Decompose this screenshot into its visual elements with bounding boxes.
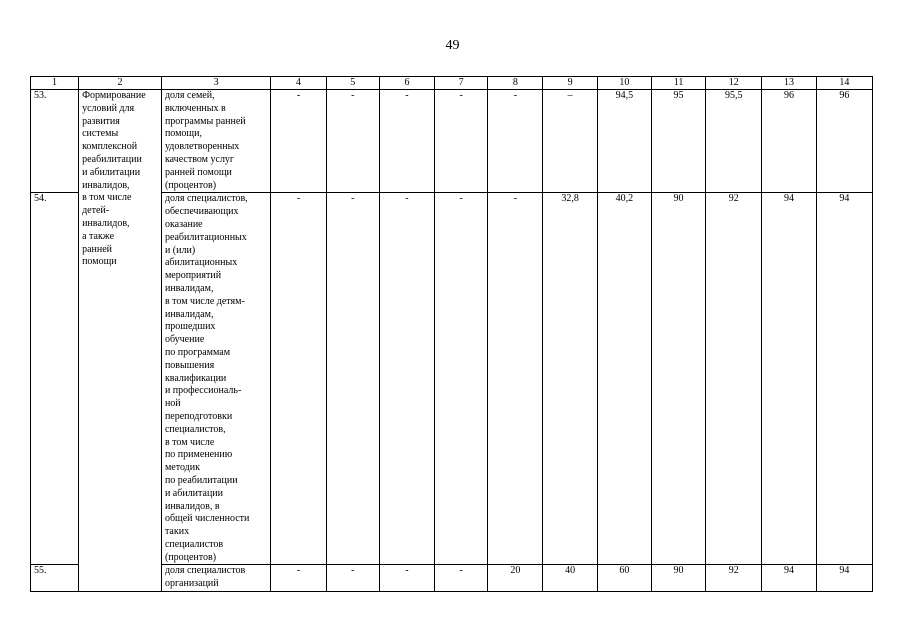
- header-cell: 13: [762, 77, 816, 90]
- value-cell: 32,8: [543, 193, 597, 565]
- cell-text-line: (процентов): [164, 551, 217, 563]
- value-cell: 20: [488, 565, 543, 592]
- value-cell: 90: [651, 565, 705, 592]
- header-cell: 9: [543, 77, 597, 90]
- cell-text-line: таких: [164, 526, 190, 538]
- cell-text-line: включенных в: [164, 102, 226, 114]
- cell-text-line: (процентов): [164, 179, 217, 191]
- value-cell: -: [379, 90, 434, 193]
- cell-text-line: мероприятий: [164, 270, 222, 282]
- page-number: 49: [445, 38, 460, 53]
- cell-text-line: реабилитации: [82, 153, 142, 165]
- cell-text-line: в том числе: [164, 436, 215, 448]
- value-cell: -: [271, 565, 326, 592]
- value-cell: 94,5: [597, 90, 651, 193]
- cell-text-line: инвалидов,: [82, 217, 130, 229]
- header-cell: 14: [816, 77, 872, 90]
- value-cell: -: [326, 90, 379, 193]
- cell-text-line: прошедших: [164, 321, 216, 333]
- header-cell: 4: [271, 77, 326, 90]
- value-cell: -: [435, 90, 488, 193]
- value-cell: 94: [816, 565, 872, 592]
- header-cell: 2: [79, 77, 162, 90]
- cell-text-line: оказание: [164, 218, 203, 230]
- value-cell: -: [326, 193, 379, 565]
- cell-text-line: по реабилитации: [164, 474, 238, 486]
- table-row: [31, 90, 873, 193]
- value-cell: -: [379, 565, 434, 592]
- value-cell: -: [488, 193, 543, 565]
- cell-text-line: доля специалистов,: [164, 193, 248, 205]
- value-cell: 92: [706, 565, 762, 592]
- cell-text-line: инвалидов, в: [164, 500, 220, 512]
- cell-text-line: и абилитации: [82, 166, 141, 178]
- value-cell: 94: [762, 193, 816, 565]
- cell-text-line: условий для: [82, 102, 135, 114]
- indicator-cell: [161, 565, 270, 592]
- value-cell: 40,2: [597, 193, 651, 565]
- value-cell: -: [435, 193, 488, 565]
- value-cell: 94: [762, 565, 816, 592]
- cell-text-line: ной: [164, 398, 181, 410]
- header-cell: 3: [161, 77, 270, 90]
- cell-text-line: специалистов: [164, 538, 224, 550]
- cell-text-line: и абилитации: [164, 487, 223, 499]
- value-cell: -: [271, 90, 326, 193]
- cell-text-line: обеспечивающих: [164, 206, 239, 218]
- header-cell: 1: [31, 77, 79, 90]
- value-cell: 40: [543, 565, 597, 592]
- cell-text-line: системы: [82, 128, 119, 140]
- cell-text-line: ранней: [82, 243, 113, 255]
- cell-text-line: доля семей,: [164, 90, 215, 101]
- header-cell: 7: [435, 77, 488, 90]
- cell-text-line: а также: [82, 230, 115, 242]
- cell-text-line: по применению: [164, 449, 233, 461]
- cell-text-line: в том числе: [82, 192, 132, 204]
- value-cell: -: [488, 90, 543, 193]
- cell-text-line: комплексной: [82, 141, 138, 153]
- header-row: [31, 77, 873, 90]
- header-cell: 5: [326, 77, 379, 90]
- value-cell: -: [435, 565, 488, 592]
- cell-text-line: развития: [82, 115, 120, 127]
- cell-text-line: инвалидов,: [82, 179, 130, 191]
- cell-text-line: квалификации: [164, 372, 227, 384]
- cell-text-line: детей-: [82, 205, 110, 217]
- value-cell: -: [379, 193, 434, 565]
- cell-text-line: организаций: [164, 578, 219, 590]
- value-cell: 95,5: [706, 90, 762, 193]
- cell-text-line: повышения: [164, 359, 215, 371]
- cell-text-line: реабилитационных: [164, 231, 247, 243]
- header-cell: 8: [488, 77, 543, 90]
- header-cell: 11: [651, 77, 705, 90]
- cell-text-line: в том числе детям-: [164, 295, 245, 307]
- indicators-table: [30, 76, 873, 592]
- cell-text-line: помощи,: [164, 128, 202, 140]
- header-cell: 10: [597, 77, 651, 90]
- cell-text-line: качеством услуг: [164, 153, 235, 165]
- cell-text-line: общей численности: [164, 513, 250, 525]
- cell-text-line: абилитационных: [164, 257, 238, 269]
- value-cell: –: [543, 90, 597, 193]
- indicator-cell: [161, 193, 270, 565]
- value-cell: 92: [706, 193, 762, 565]
- cell-text-line: и (или): [164, 244, 196, 256]
- value-cell: 94: [816, 193, 872, 565]
- value-cell: -: [326, 565, 379, 592]
- value-cell: 60: [597, 565, 651, 592]
- cell-text-line: помощи: [82, 256, 117, 268]
- value-cell: 96: [762, 90, 816, 193]
- row-number: 53.: [31, 90, 79, 193]
- value-cell: 90: [651, 193, 705, 565]
- row-number: 54.: [31, 193, 79, 565]
- cell-text-line: методик: [164, 462, 200, 474]
- header-cell: 12: [706, 77, 762, 90]
- cell-text-line: доля специалистов: [164, 565, 246, 577]
- cell-text-line: и профессиональ-: [164, 385, 242, 397]
- cell-text-line: удовлетворенных: [164, 141, 240, 153]
- value-cell: 95: [651, 90, 705, 193]
- cell-text-line: Формирование: [82, 90, 146, 101]
- goal-cell: [79, 90, 162, 592]
- row-number: 55.: [31, 565, 79, 592]
- cell-text-line: по программам: [164, 346, 231, 358]
- cell-text-line: инвалидам,: [164, 308, 214, 320]
- cell-text-line: ранней помощи: [164, 166, 232, 178]
- value-cell: -: [271, 193, 326, 565]
- cell-text-line: инвалидам,: [164, 282, 214, 294]
- cell-text-line: программы ранней: [164, 115, 246, 127]
- cell-text-line: переподготовки: [164, 410, 233, 422]
- value-cell: 96: [816, 90, 872, 193]
- header-cell: 6: [379, 77, 434, 90]
- cell-text-line: обучение: [164, 334, 205, 346]
- indicator-cell: [161, 90, 270, 193]
- cell-text-line: специалистов,: [164, 423, 226, 435]
